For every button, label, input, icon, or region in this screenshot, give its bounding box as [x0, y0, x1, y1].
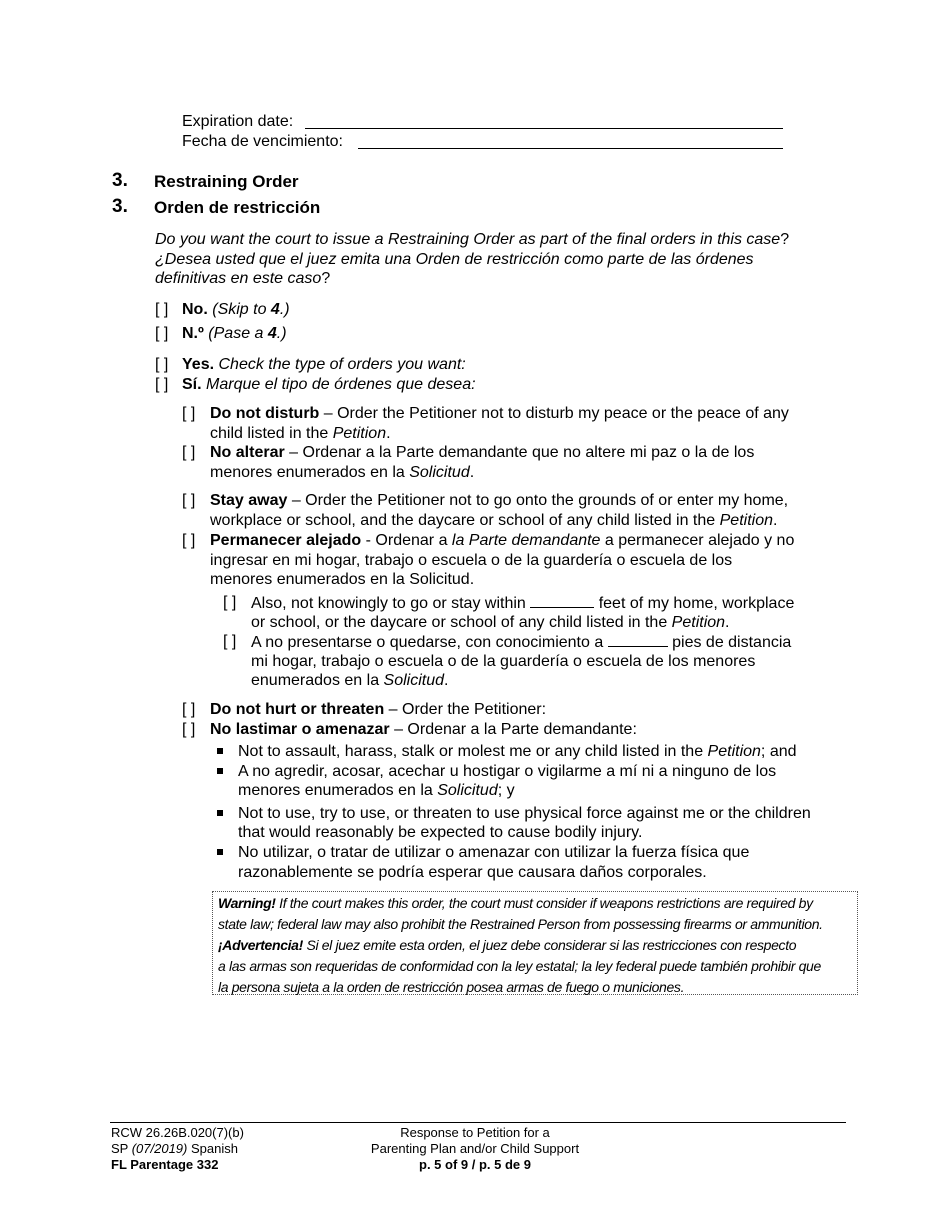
stay-es-line1: Permanecer alejado - Ordenar a la Parte demandante a permanecer alejado y no — [210, 532, 795, 549]
footer-rcw: RCW 26.26B.020(7)(b) — [111, 1125, 244, 1140]
footer-title-line1: Response to Petition for a — [400, 1125, 550, 1140]
bullet-icon — [217, 748, 223, 754]
yes-option-en: Yes. Check the type of orders you want: — [182, 356, 466, 373]
section-title-en: Restraining Order — [154, 172, 299, 191]
question-es-line1: ¿Desea usted que el juez emita una Orden de restricción como parte de las órdenes — [155, 251, 754, 268]
question-es-line2: definitivas en este caso? — [155, 270, 331, 287]
distance-checkbox[interactable]: [ ] — [223, 594, 237, 611]
no-option-es: N.º (Pase a 4.) — [182, 325, 287, 342]
distance-es-line1: A no presentarse o quedarse, con conocimiento a pies de distancia — [251, 634, 792, 651]
bullet-3-line2: that would reasonably be expected to cause bodily injury. — [238, 824, 643, 841]
no-option-en: No. (Skip to 4.) — [182, 301, 290, 318]
hurt-checkbox-es[interactable]: [ ] — [182, 721, 196, 738]
footer-rule — [110, 1122, 846, 1123]
warning-es-line3: la persona sujeta a la orden de restricción posea armas de fuego o municiones. — [218, 979, 685, 995]
bullet-2-line2: menores enumerados en la Solicitud; y — [238, 782, 515, 799]
hurt-es: No lastimar o amenazar – Ordenar a la Parte demandante: — [210, 721, 637, 738]
fecha-vencimiento-label: Fecha de vencimiento: — [182, 133, 343, 150]
disturb-es-line1: No alterar – Ordenar a la Parte demandante que no altere mi paz o la de los — [210, 444, 755, 461]
stay-es-line2: ingresar en mi hogar, trabajo o escuela o de la guardería o escuela de los — [210, 552, 733, 569]
distance-es-line3: enumerados en la Solicitud. — [251, 672, 449, 689]
distance-en-line1: Also, not knowingly to go or stay within feet of my home, workplace — [251, 595, 795, 612]
stay-en-line2: workplace or school, and the daycare or school of any child listed in the Petition. — [210, 512, 778, 529]
section-number: 3. — [112, 170, 128, 191]
bullet-icon — [217, 768, 223, 774]
yes-option-es: Sí. Marque el tipo de órdenes que desea: — [182, 376, 476, 393]
section-number-es: 3. — [112, 196, 128, 217]
disturb-en-line2: child listed in the Petition. — [210, 425, 391, 442]
bullet-icon — [217, 849, 223, 855]
footer-sp: SP (07/2019) Spanish — [111, 1141, 238, 1156]
stay-es-line3: menores enumerados en la Solicitud. — [210, 571, 475, 588]
disturb-en-line1: Do not disturb – Order the Petitioner not to disturb my peace or the peace of any — [210, 405, 789, 422]
no-checkbox-es[interactable]: [ ] — [155, 325, 169, 342]
bullet-4-line1: No utilizar, o tratar de utilizar o amenazar con utilizar la fuerza física que — [238, 844, 750, 861]
footer-title-line2: Parenting Plan and/or Child Support — [370, 1141, 580, 1156]
stay-away-checkbox-es[interactable]: [ ] — [182, 532, 196, 549]
disturb-checkbox-es[interactable]: [ ] — [182, 444, 196, 461]
disturb-es-line2: menores enumerados en la Solicitud. — [210, 464, 475, 481]
warning-es-line2: a las armas son requeridas de conformidad con la ley estatal; la ley federal puede también prohibir que — [218, 958, 821, 974]
bullet-4-line2: razonablemente se podría esperar que causara daños corporales. — [238, 864, 707, 881]
hurt-checkbox[interactable]: [ ] — [182, 701, 196, 718]
question-en: Do you want the court to issue a Restraining Order as part of the final orders in this case? — [155, 231, 790, 248]
disturb-checkbox[interactable]: [ ] — [182, 405, 196, 422]
expiration-date-field[interactable] — [305, 128, 783, 129]
warning-es-line1: ¡Advertencia! Si el juez emite esta orden, el juez debe considerar si las restricciones con respecto — [218, 937, 797, 953]
yes-checkbox-es[interactable]: [ ] — [155, 376, 169, 393]
distance-feet-field[interactable] — [530, 593, 594, 608]
stay-away-checkbox[interactable]: [ ] — [182, 492, 196, 509]
warning-en-line1: Warning! If the court makes this order, the court must consider if weapons restrictions are required by — [218, 895, 813, 911]
stay-en-line1: Stay away – Order the Petitioner not to go onto the grounds of or enter my home, — [210, 492, 789, 509]
distance-pies-field[interactable] — [608, 632, 668, 647]
bullet-3-line1: Not to use, try to use, or threaten to use physical force against me or the children — [238, 805, 811, 822]
distance-es-line2: mi hogar, trabajo o escuela o de la guardería o escuela de los menores — [251, 653, 756, 670]
bullet-1: Not to assault, harass, stalk or molest me or any child listed in the Petition; and — [238, 743, 797, 760]
warning-en-line2: state law; federal law may also prohibit the Restrained Person from possessing firearms or ammunition. — [218, 916, 823, 932]
distance-en-line2: or school, or the daycare or school of any child listed in the Petition. — [251, 614, 730, 631]
section-title-es: Orden de restricción — [154, 198, 321, 217]
bullet-2-line1: A no agredir, acosar, acechar u hostigar o vigilarme a mí ni a ninguno de los — [238, 763, 777, 780]
expiration-date-label: Expiration date: — [182, 113, 294, 130]
warning-box — [212, 891, 858, 995]
yes-checkbox[interactable]: [ ] — [155, 356, 169, 373]
fecha-vencimiento-field[interactable] — [358, 148, 783, 149]
distance-checkbox-es[interactable]: [ ] — [223, 633, 237, 650]
footer-form-id: FL Parentage 332 — [111, 1157, 219, 1172]
footer-page-number: p. 5 of 9 / p. 5 de 9 — [419, 1157, 531, 1172]
bullet-icon — [217, 810, 223, 816]
hurt-en: Do not hurt or threaten – Order the Petitioner: — [210, 701, 547, 718]
no-checkbox[interactable]: [ ] — [155, 301, 169, 318]
